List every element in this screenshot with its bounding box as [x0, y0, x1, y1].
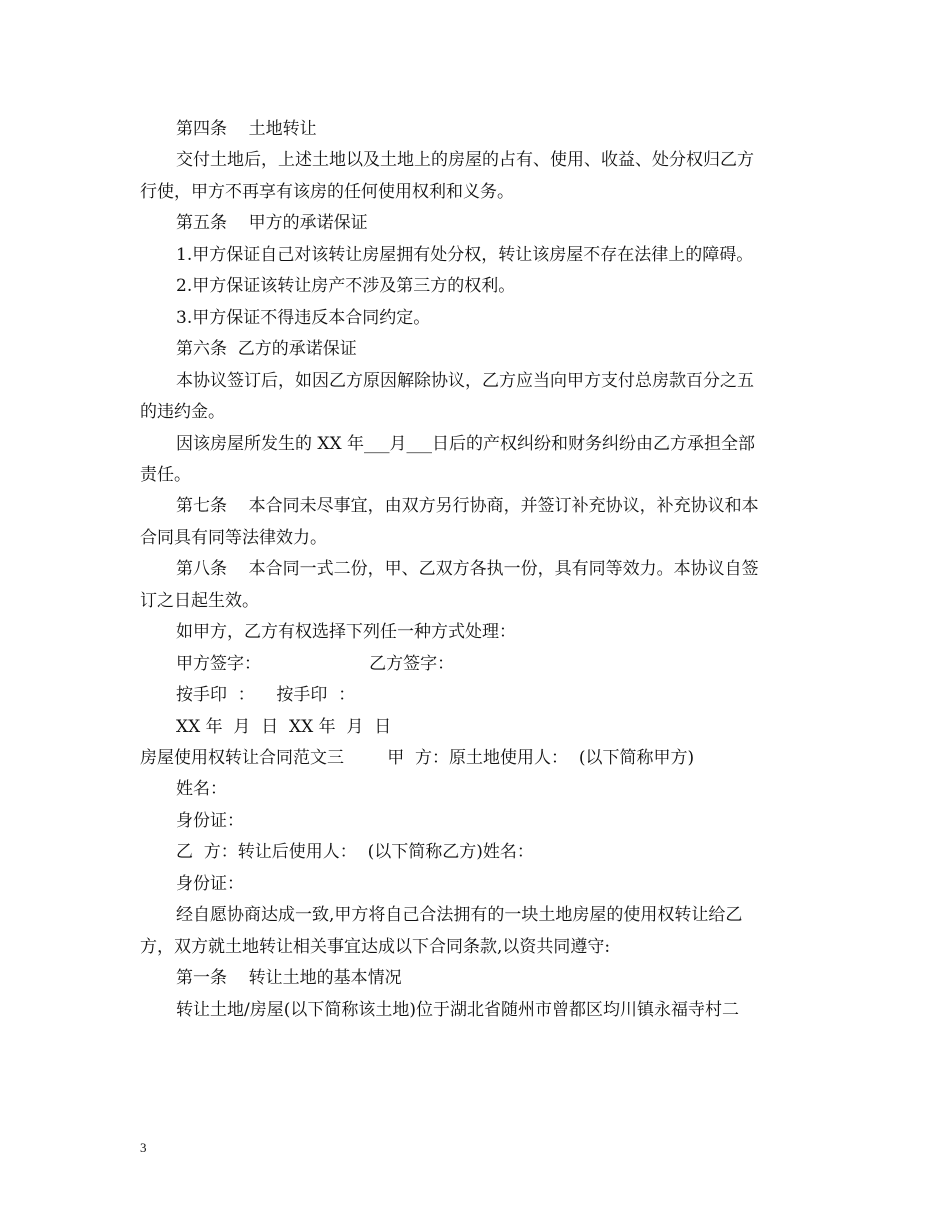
text-line: 方，双方就土地转让相关事宜达成以下合同条款,以资共同遵守: [140, 936, 611, 957]
text-line: 第八条 本合同一式二份，甲、乙双方各执一份，具有同等效力。本协议自签 [176, 559, 759, 580]
text-line: 责任。 [140, 464, 191, 485]
text-line: 按手印 ： 按手印 ： [176, 685, 356, 706]
text-line: 甲方签字： 乙方签字： [176, 653, 455, 674]
text-line: 第五条 甲方的承诺保证 [176, 213, 368, 234]
text-line: 姓名： [176, 779, 227, 800]
text-line: 乙 方：转让后使用人： (以下简称乙方)姓名： [176, 842, 534, 863]
text-line: 第一条 转让土地的基本情况 [176, 968, 402, 989]
text-line: 身份证： [176, 810, 244, 831]
text-line: 3.甲方保证不得违反本合同约定。 [176, 307, 431, 328]
text-line: 经自愿协商达成一致,甲方将自己合法拥有的一块土地房屋的使用权转让给乙 [176, 905, 743, 926]
text-line: 因该房屋所发生的 XX 年___月___日后的产权纠纷和财务纠纷由乙方承担全部 [176, 433, 756, 454]
text-line: 转让土地/房屋(以下简称该土地)位于湖北省随州市曾都区均川镇永福寺村二 [176, 999, 739, 1020]
text-line: 交付土地后，上述土地以及土地上的房屋的占有、使用、收益、处分权归乙方 [176, 150, 754, 171]
text-line: 行使，甲方不再享有该房的任何使用权利和义务。 [140, 181, 514, 202]
text-line: 合同具有同等法律效力。 [140, 527, 327, 548]
text-line: 订之日起生效。 [140, 590, 259, 611]
text-line: 2.甲方保证该转让房产不涉及第三方的权利。 [176, 276, 516, 297]
text-line: 第六条 乙方的承诺保证 [176, 339, 357, 360]
text-line: 如甲方，乙方有权选择下列任一种方式处理： [176, 622, 516, 643]
text-line: 身份证： [176, 873, 244, 894]
text-line: XX 年 月 日 XX 年 月 日 [176, 716, 392, 737]
text-line: 第七条 本合同未尽事宜，由双方另行协商，并签订补充协议，补充协议和本 [176, 496, 759, 517]
text-line: 1.甲方保证自己对该转让房屋拥有处分权，转让该房屋不存在法律上的障碍。 [176, 244, 754, 265]
page-number: 3 [140, 1140, 147, 1155]
text-line: 的违约金。 [140, 402, 225, 423]
text-line: 房屋使用权转让合同范文三 甲 方：原土地使用人： (以下简称甲方) [140, 748, 695, 768]
text-line: 本协议签订后，如因乙方原因解除协议，乙方应当向甲方支付总房款百分之五 [176, 370, 754, 391]
text-line: 第四条 土地转让 [176, 119, 317, 139]
